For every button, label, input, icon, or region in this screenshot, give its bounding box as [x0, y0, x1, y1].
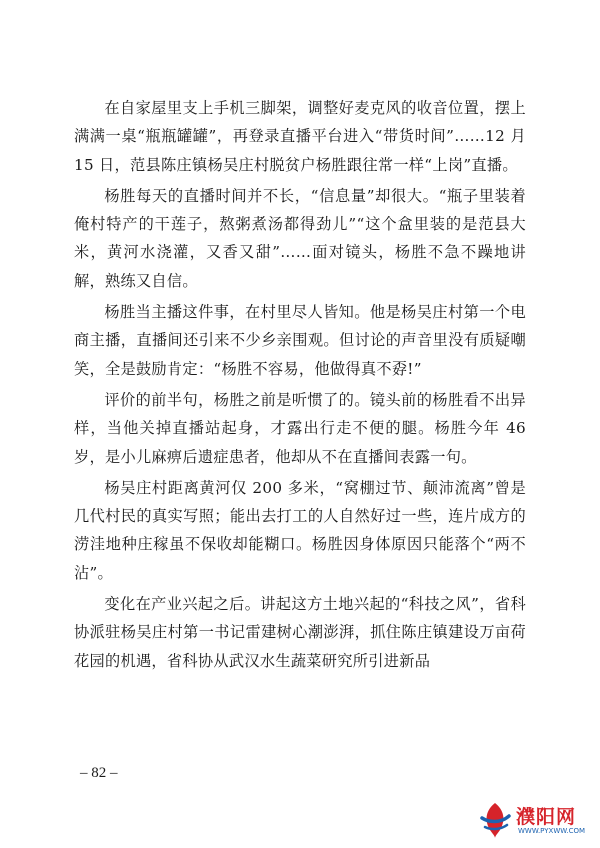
paragraph: 评价的前半句，杨胜之前是听惯了的。镜头前的杨胜看不出异样，当他关掉直播站起身，才露出行走不便的腿。杨胜今年 46 岁，是小儿麻痹后遗症患者，他却从不在直播间表露一句。	[74, 390, 526, 466]
paragraph: 变化在产业兴起之后。讲起这方土地兴起的“科技之风”，省科协派驻杨吴庄村第一书记雷建树心潮澎湃，抓住陈庄镇建设万亩荷花园的机遇，省科协从武汉水生蔬菜研究所引进新品	[74, 595, 526, 670]
article-body	[74, 94, 526, 678]
pyxww-logo-icon	[478, 800, 512, 840]
watermark	[478, 800, 600, 848]
paragraph: 在自家屋里支上手机三脚架，调整好麦克风的收音位置，摆上满满一桌“瓶瓶罐罐”，再登录直播平台进入“带货时间”……12 月 15 日，范县陈庄镇杨吴庄村脱贫户杨胜跟往常一样“上岗”直播。	[74, 99, 526, 174]
paragraph: 杨胜每天的直播时间并不长，“信息量”却很大。“瓶子里装着俺村特产的干莲子，熬粥煮汤都得劲儿”“这个盒里装的是范县大米，黄河水浇灌，又香又甜”……面对镜头，杨胜不急不躁地讲解，熟练又自信。	[74, 186, 526, 290]
page-number: – 82 –	[80, 765, 118, 781]
watermark-name: 濮阳网	[516, 806, 577, 828]
paragraph: 杨胜当主播这件事，在村里尽人皆知。他是杨吴庄村第一个电商主播，直播间还引来不少乡亲围观。但讨论的声音里没有质疑嘲笑，全是鼓励肯定：“杨胜不容易，他做得真不孬!”	[74, 303, 526, 378]
watermark-url: WWW.PYXWW.COM	[518, 827, 586, 835]
paragraph: 杨吴庄村距离黄河仅 200 多米，“窝棚过节、颠沛流离”曾是几代村民的真实写照；能出去打工的人自然好过一些，连片成方的涝洼地种庄稼虽不保收却能糊口。杨胜因身体原因只能落个“两不沾”。	[74, 478, 526, 582]
